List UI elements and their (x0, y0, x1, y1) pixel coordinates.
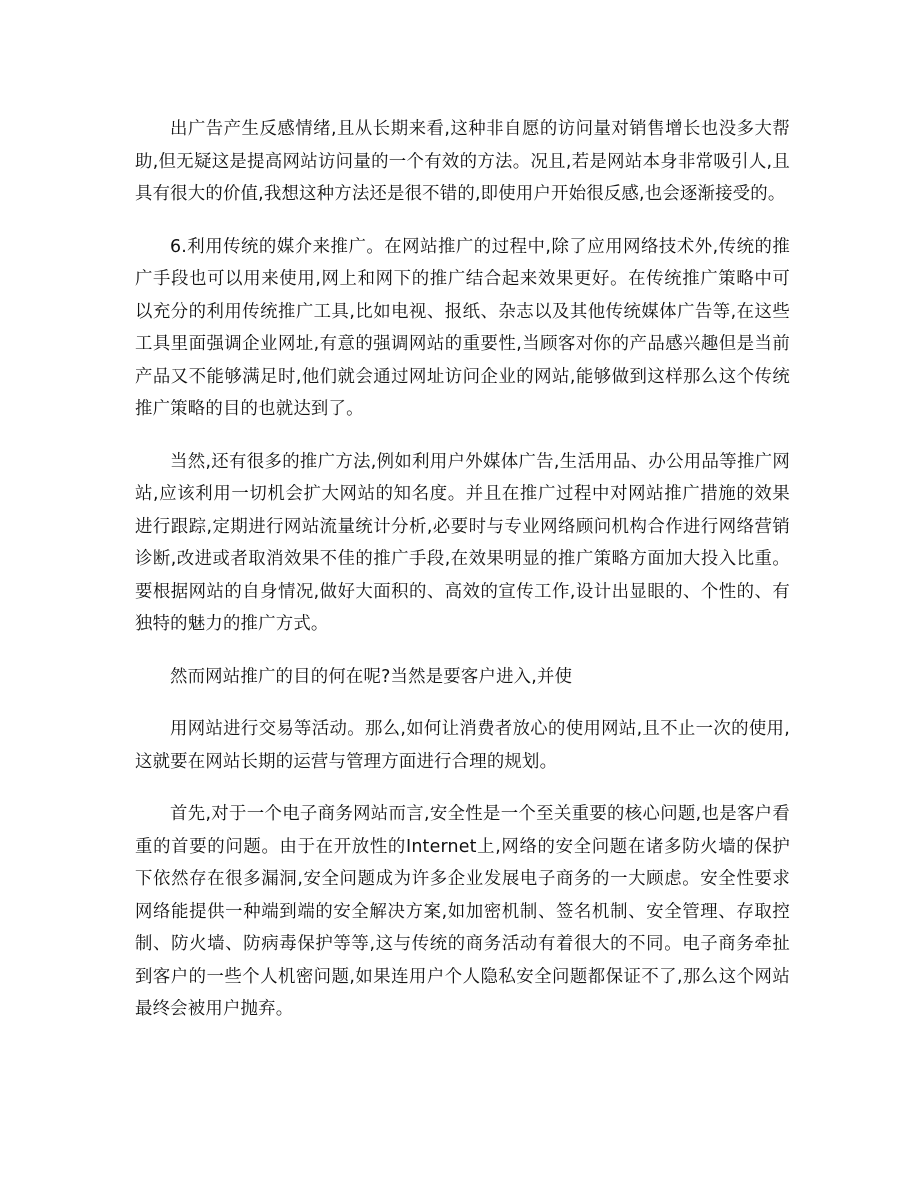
paragraph-6: 首先,对于一个电子商务网站而言,安全性是一个至关重要的核心问题,也是客户看重的首要的问题。由于在开放性的Internet上,网络的安全问题在诸多防火墙的保护下依然存在很多漏洞,安全问题成为许多企业发展电子商务的一大顾虑。安全性要求网络能提供一种端到端的安全解决方案,如加密机制、签名机制、安全管理、存取控制、防火墙、防病毒保护等等,这与传统的商务活动有着很大的不同。电子商务牵扯到客户的一些个人机密问题,如果连用户个人隐私安全问题都保证不了,那么这个网站最终会被用户抛弃。 (135, 804, 790, 1019)
paragraph-4: 然而网站推广的目的何在呢?当然是要客户进入,并使 (170, 666, 573, 687)
paragraph-1: 出广告产生反感情绪,且从长期来看,这种非自愿的访问量对销售增长也没多大帮助,但无疑这是提高网站访问量的一个有效的方法。况且,若是网站本身非常吸引人,且具有很大的价值,我想这种方法还是很不错的,即使用户开始很反感,也会逐渐接受的。 (135, 119, 790, 204)
document-body (135, 113, 790, 1046)
paragraph-2: 6.利用传统的媒介来推广。在网站推广的过程中,除了应用网络技术外,传统的推广手段也可以用来使用,网上和网下的推广结合起来效果更好。在传统推广策略中可以充分的利用传统推广工具,比如电视、报纸、杂志以及其他传统媒体广告等,在这些工具里面强调企业网址,有意的强调网站的重要性,当顾客对你的产品感兴趣但是当前产品又不能够满足时,他们就会通过网址访问企业的网站,能够做到这样那么这个传统推广策略的目的也就达到了。 (135, 236, 790, 419)
paragraph-5: 用网站进行交易等活动。那么,如何让消费者放心的使用网站,且不止一次的使用,这就要在网站长期的运营与管理方面进行合理的规划。 (135, 719, 790, 772)
paragraph-3: 当然,还有很多的推广方法,例如利用户外媒体广告,生活用品、办公用品等推广网站,应该利用一切机会扩大网站的知名度。并且在推广过程中对网站推广措施的效果进行跟踪,定期进行网站流量统计分析,必要时与专业网络顾问机构合作进行网络营销诊断,改进或者取消效果不佳的推广手段,在效果明显的推广策略方面加大投入比重。要根据网站的自身情况,做好大面积的、高效的宣传工作,设计出显眼的、个性的、有独特的魅力的推广方式。 (135, 451, 790, 634)
